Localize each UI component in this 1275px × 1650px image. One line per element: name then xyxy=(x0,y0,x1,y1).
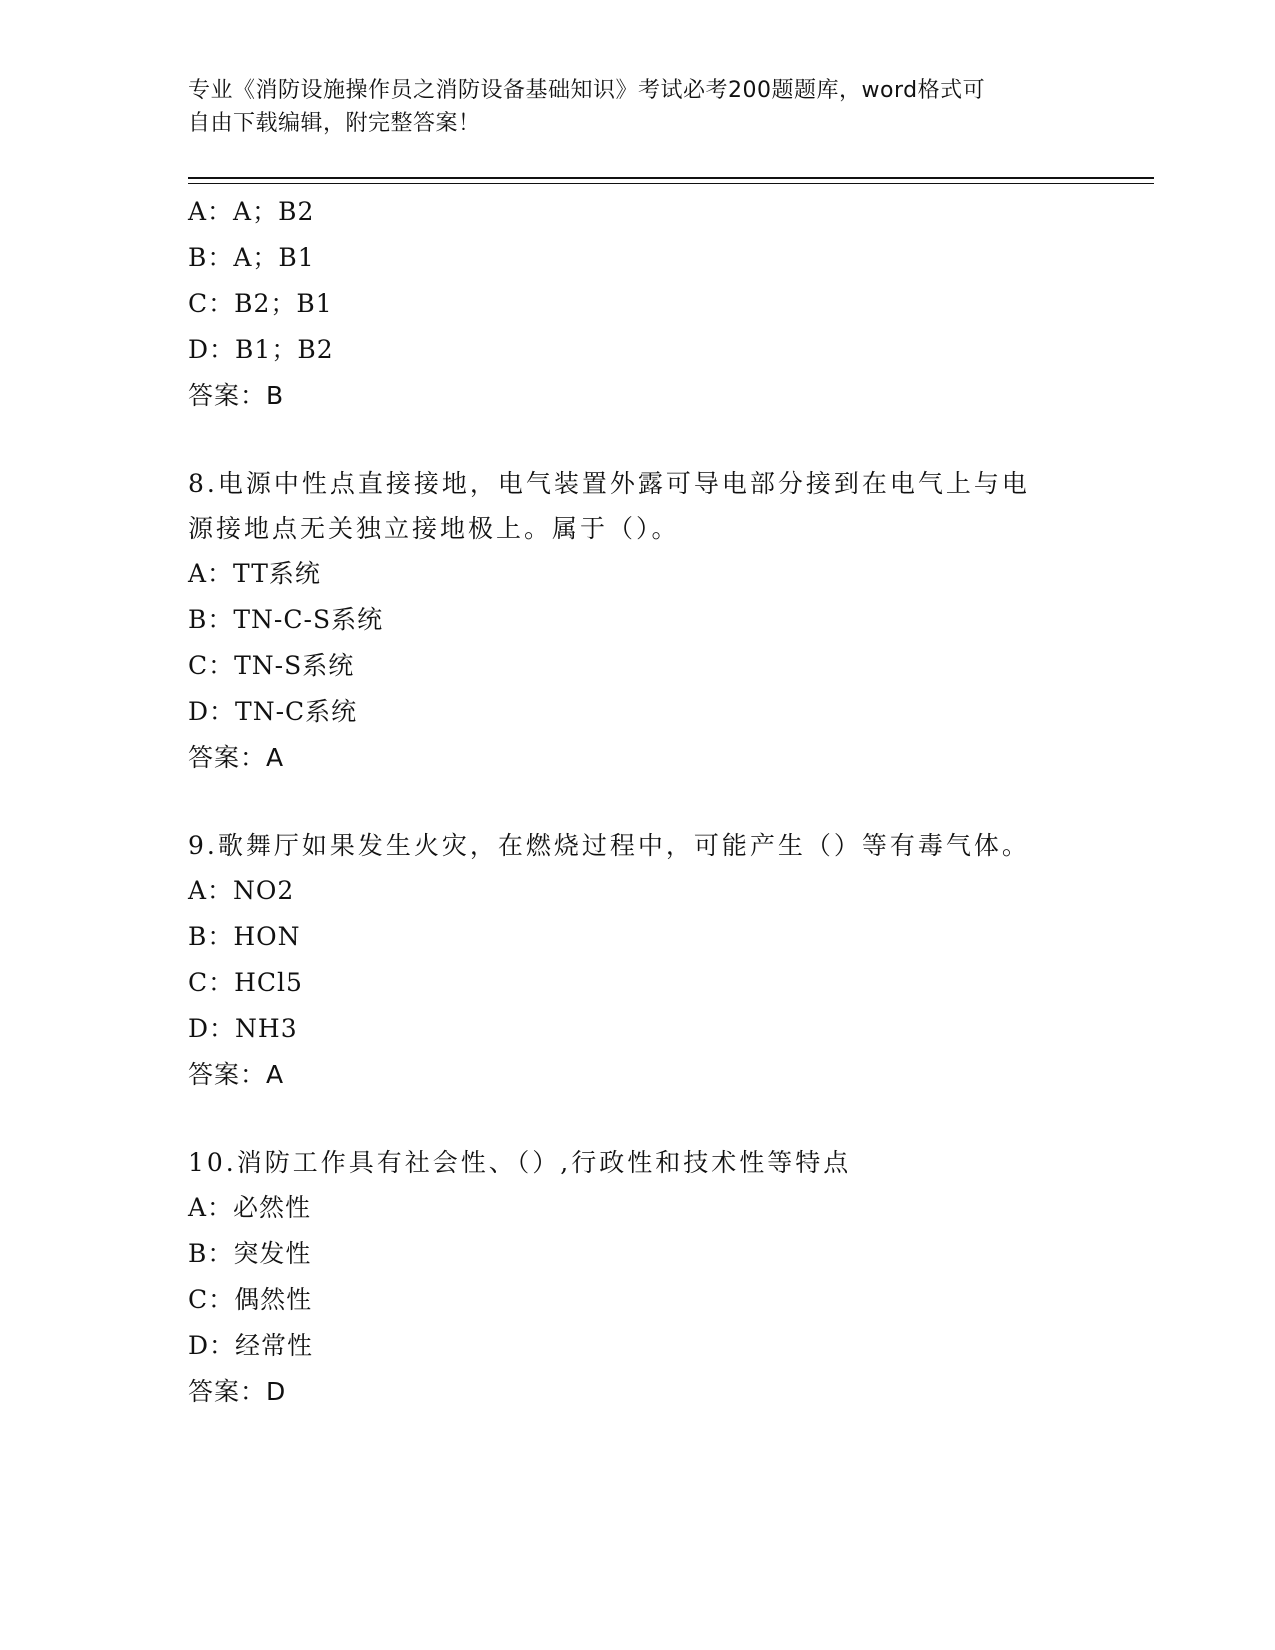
question-8 xyxy=(188,461,1154,781)
answer-line: 答案：B xyxy=(188,381,285,410)
question-7 xyxy=(188,189,1154,419)
option-d: D：NH3 xyxy=(188,1014,298,1043)
option-b: B：TN-C-S系统 xyxy=(188,605,384,634)
option-a: A：必然性 xyxy=(188,1193,312,1222)
option-d: D：B1；B2 xyxy=(188,335,334,364)
answer-line: 答案：A xyxy=(188,743,285,772)
question-list xyxy=(188,189,1154,1457)
question-stem-line-1: 9.歌舞厅如果发生火灾，在燃烧过程中，可能产生（）等有毒气体。 xyxy=(188,831,1030,860)
question-stem xyxy=(188,461,1154,551)
question-10 xyxy=(188,1140,1154,1415)
question-9 xyxy=(188,823,1154,1098)
option-c: C：TN-S系统 xyxy=(188,651,355,680)
question-stem-line-2: 源接地点无关独立接地极上。属于（）。 xyxy=(188,514,680,543)
document-header xyxy=(188,74,1088,140)
header-line-2: 自由下载编辑，附完整答案！ xyxy=(188,111,481,136)
option-a: A：NO2 xyxy=(188,876,295,905)
option-b: B：A；B1 xyxy=(188,243,315,272)
question-stem xyxy=(188,823,1154,868)
question-stem xyxy=(188,1140,1154,1185)
option-a: A：A；B2 xyxy=(188,197,315,226)
option-c: C：HCl5 xyxy=(188,968,303,997)
option-b: B：突发性 xyxy=(188,1239,312,1268)
option-c: C：B2；B1 xyxy=(188,289,333,318)
option-a: A：TT系统 xyxy=(188,559,321,588)
question-stem-line-1: 10.消防工作具有社会性、（）,行政性和技术性等特点 xyxy=(188,1148,852,1177)
header-divider-thick xyxy=(188,177,1154,179)
option-d: D：经常性 xyxy=(188,1331,314,1360)
option-c: C：偶然性 xyxy=(188,1285,313,1314)
question-stem-line-1: 8.电源中性点直接接地，电气装置外露可导电部分接到在电气上与电 xyxy=(188,469,1030,498)
option-d: D：TN-C系统 xyxy=(188,697,358,726)
header-line-1: 专业《消防设施操作员之消防设备基础知识》考试必考200题题库，word格式可 xyxy=(188,78,986,103)
answer-line: 答案：D xyxy=(188,1377,287,1406)
header-divider-thin xyxy=(188,183,1154,184)
answer-line: 答案：A xyxy=(188,1060,285,1089)
option-b: B：HON xyxy=(188,922,301,951)
